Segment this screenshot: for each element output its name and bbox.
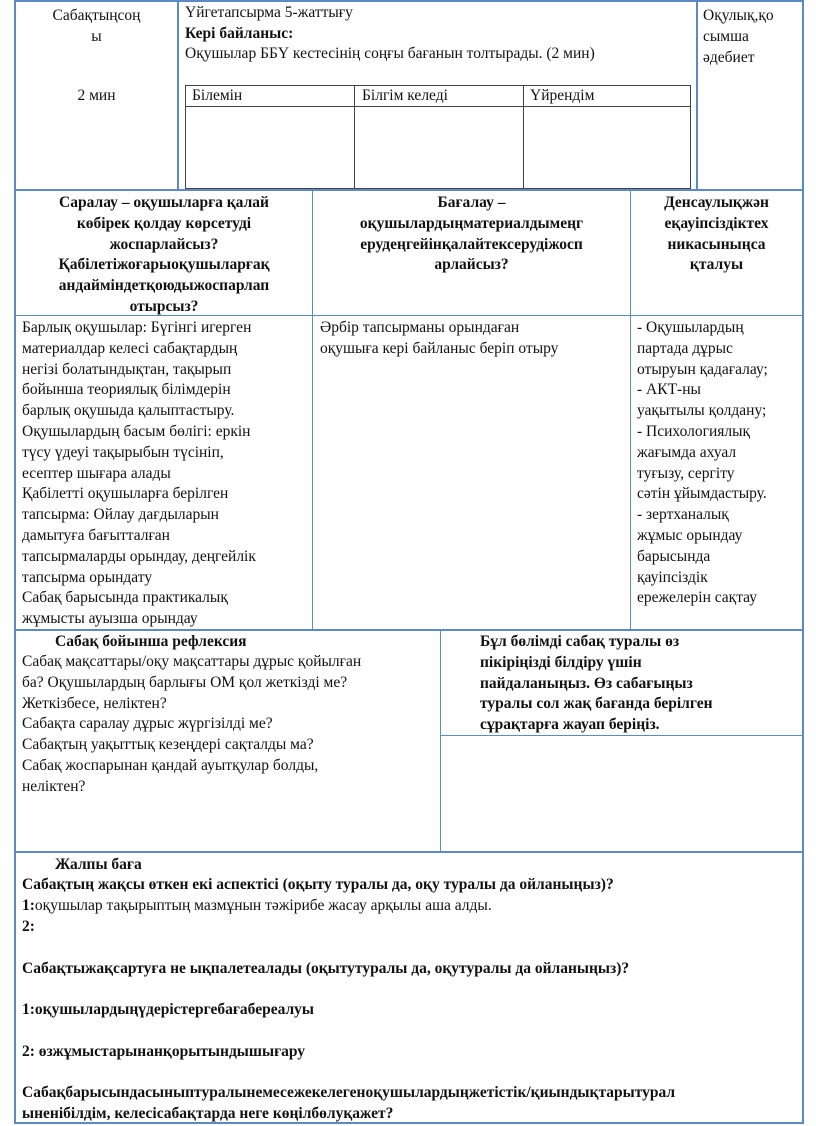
text-line: - Оқушылардың	[637, 319, 744, 336]
text-line: Сабақ жоспарынан қандай ауытқулар болды,	[22, 756, 319, 774]
text-line: неліктен?	[22, 777, 86, 795]
text-line: қауіпсіздік	[637, 568, 708, 586]
text-line: ыненібілдім, келесісабақтарда неге көңілбөлуқажет?	[22, 1104, 394, 1122]
text-line: уақытылы қолдану;	[637, 402, 767, 420]
text-line: Сабақта саралау дұрыс жүргізілді ме?	[22, 715, 273, 733]
text-line: Қабілетіжоғарыоқушыларғақ	[58, 256, 270, 274]
assessment-header	[313, 193, 630, 276]
bbu-col-divider	[354, 85, 355, 189]
answer-number: 1:	[22, 897, 35, 914]
text-line: сәтін ұйымдастыру.	[637, 485, 767, 503]
text-line: барлық оқушыда қалыптастыру.	[22, 402, 235, 420]
text-line: есептер шығара алады	[22, 464, 171, 482]
divider	[696, 0, 698, 190]
text-line: Әрбір тапсырманы орындаған	[320, 319, 520, 336]
reflection-title: Сабақ бойынша рефлексия	[55, 633, 247, 650]
text-line: ба? Оқушылардың барлығы ОМ қол жеткізді ме?	[22, 673, 348, 691]
question-good-aspects: Сабақтың жақсы өткен екі аспектісі (оқыту туралы да, оқу туралы да ойланыңыз)?	[22, 876, 614, 893]
text-line: арлайсыз?	[434, 256, 509, 274]
text-line: отыруын қадағалау;	[637, 360, 768, 378]
divider	[177, 0, 179, 190]
text-line: Бағалау –	[437, 194, 506, 211]
text-line: отырсыз?	[129, 297, 199, 315]
table-border-left	[14, 0, 16, 1124]
text-line: бойынша теориялық білімдерін	[22, 381, 231, 399]
text-line: никасыныңса	[667, 235, 766, 253]
reflection-questions	[22, 652, 361, 798]
text-line: жұмыс орындау	[637, 526, 743, 544]
text-line: тапсырма: Ойлау дағдыларын	[22, 506, 219, 524]
text-line: Қабілетті оқушыларға берілген	[22, 485, 229, 503]
text-line: Жеткізбесе, неліктен?	[22, 694, 167, 712]
text-line: - зертханалық	[637, 506, 729, 524]
question-improve: Сабақтыжақсартуға не ықпалетеалады (оқытутуралы да, оқутуралы да ойланыңыз)?	[22, 960, 630, 977]
differentiation-header	[16, 193, 312, 318]
text-line: жағымда ахуал	[637, 443, 737, 461]
text-line: түсу үдеуі тақырыбын түсініп,	[22, 443, 224, 461]
text-line: Оқулық,қо	[703, 7, 774, 24]
question-learned	[22, 1083, 675, 1125]
divider	[440, 630, 441, 852]
text-line: туралы сол жақ бағанда берілген	[480, 695, 713, 713]
text-line: Барлық оқушылар: Бүгінгі игерген	[22, 319, 252, 336]
stage-duration: 2 мин	[77, 87, 116, 104]
text-line: оқушыға кері байланыс беріп отыру	[320, 339, 559, 357]
safety-header	[631, 193, 802, 276]
text-line: Сабақбарысындасыныптуралынемесежекелегеноқушылардыңжетістік/қиындықтарытурал	[22, 1084, 676, 1101]
text-line: еқауіпсіздіктех	[664, 214, 769, 232]
text-line: пікіріңізді білдіру үшін	[480, 653, 642, 671]
stage-label	[16, 6, 177, 48]
safety-text	[637, 318, 768, 609]
resources-label	[703, 6, 774, 68]
improve-1: 1:оқушылардыңүдерістергебағабереалуы	[22, 1001, 315, 1018]
text-line: Сабақ мақсаттары/оқу мақсаттары дұрыс қойылған	[22, 653, 362, 670]
answer-1	[22, 896, 492, 917]
text-line: көбірек қолдау көрсетуді	[76, 214, 252, 232]
feedback-title: Кері байланыс:	[185, 25, 294, 42]
divider	[14, 851, 804, 853]
text-line: туғызу, сергіту	[637, 464, 735, 482]
text-line: әдебиет	[703, 48, 755, 66]
differentiation-text	[22, 318, 256, 630]
text-line: тапсырмаларды орындау, деңгейлік	[22, 547, 256, 565]
improve-2: 2: өзжұмыстарынанқорытындышығару	[22, 1043, 306, 1060]
feedback-text: Оқушылар ББҮ кестесінің соңғы бағанын толтырады. (2 мин)	[185, 45, 595, 62]
divider	[14, 189, 804, 191]
overall-title: Жалпы баға	[55, 856, 142, 873]
reflection-instruction	[480, 632, 713, 736]
table-border-top	[14, 0, 804, 2]
text-line: дамытуға бағытталған	[22, 526, 170, 544]
bbu-header-learned: Үйрендім	[530, 87, 595, 104]
text-line: барысында	[637, 547, 711, 565]
text-line: Сабақтың уақыттық кезеңдері сақталды ма?	[22, 736, 314, 754]
text-line: оқушылардыңматериалдымеңг	[359, 214, 584, 232]
answer-2: 2:	[22, 918, 35, 935]
text-line: ережелерін сақтау	[637, 589, 758, 607]
bbu-header-want: Білгім келеді	[362, 87, 448, 104]
text-line: негізі болатындықтан, тақырып	[22, 360, 232, 378]
text-line: Сабақтыңсоң	[52, 7, 141, 24]
text-line: Саралау – оқушыларға қалай	[59, 194, 269, 211]
text-line: ы	[91, 27, 102, 45]
text-line: тапсырма орындату	[22, 568, 153, 586]
answer-text: оқушылар тақырыптың мазмұнын тәжірибе жасау арқылы аша алды.	[34, 897, 492, 914]
text-line: андайміндетқоюдыжоспарлап	[58, 277, 270, 295]
text-line: жұмысты ауызша орындау	[22, 610, 198, 628]
text-line: қталуы	[689, 256, 744, 274]
assessment-text	[320, 318, 558, 360]
text-line: Сабақ барысында практикалық	[22, 589, 228, 607]
bbu-col-divider	[523, 85, 524, 189]
text-line: Бұл бөлімді сабақ туралы өз	[480, 633, 680, 650]
text-line: пайдаланыңыз. Өз сабағыңыз	[480, 674, 693, 692]
text-line: сымша	[703, 27, 749, 45]
text-line: жоспарлайсыз?	[109, 235, 219, 253]
table-border-right	[802, 0, 804, 1124]
text-line: Оқушылардың басым бөлігі: еркін	[22, 422, 251, 440]
bbu-header-know: Білемін	[192, 87, 243, 104]
text-line: сұрақтарға жауап беріңіз.	[480, 716, 660, 734]
text-line: Денсаулықжән	[664, 194, 769, 211]
text-line: - Психологиялық	[637, 422, 751, 440]
homework-text: Үйгетапсырма 5-жаттығу	[185, 4, 353, 21]
text-line: - АКТ-ны	[637, 381, 701, 399]
text-line: партада дұрыс	[637, 339, 733, 357]
text-line: ерудеңгейінқалайтексерудіжосп	[360, 235, 583, 253]
text-line: материалдар келесі сабақтардың	[22, 339, 238, 357]
